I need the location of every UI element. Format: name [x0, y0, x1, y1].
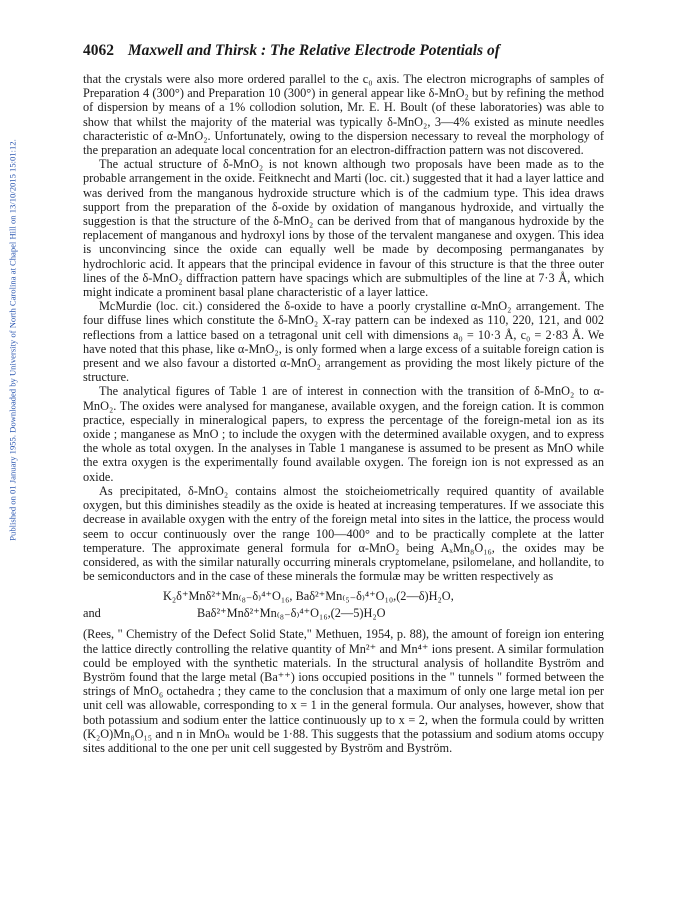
- mineral-formulae: [83, 589, 604, 623]
- paragraph-4: The analytical figures of Table 1 are of interest in connection with the transition of δ-MnO₂ to α-MnO₂. The oxides were analysed for manganese, available oxygen, and the foreign cation. It is common practice, especially in mineralogical papers, to express the percentage of the foreign-metal ion as its oxide ; manganese as MnO ; to include the oxygen with the determined available oxygen, and to express the whole as total oxygen. In the analyses in Table 1 manganese is assumed to be present as MnO while the extra oxygen is the experimentally found available oxygen. The foreign ion is not expressed as an oxide.: [83, 384, 604, 484]
- paragraph-3: McMurdie (loc. cit.) considered the δ-oxide to have a poorly crystalline α-MnO₂ arrangement. The four diffuse lines which constitute the δ-MnO₂ X-ray pattern can be indexed as 110, 220, 121, and 002 reflections from a lattice based on a tetragonal unit cell with dimensions a₀ = 10·3 Å, c₀ = 2·83 Å. We have noted that this phase, like α-MnO₂, is only formed when a large excess of a suitable foreign cation is present and we also favour a distorted α-MnO₂ arrangement as providing the most likely picture of the structure.: [83, 299, 604, 385]
- formula-line-1: [83, 589, 604, 606]
- paragraph-6: (Rees, " Chemistry of the Defect Solid State," Methuen, 1954, p. 88), the amount of foreign ion entering the lattice directly controlling the relative quantity of Mn²⁺ and Mn⁴⁺ ions present. A similar formulation could be employed with the synthetic materials. In the structural analysis of hollandite Byström and Byström found that the large metal (Ba⁺⁺) ions occupied positions in the " tunnels " formed between the strings of MnO₆ octahedra ; they came to the conclusion that a maximum of only one large metal ion per unit cell was allowable, corresponding to x = 1 in the general formula. Our analyses, however, show that both potassium and sodium enter the lattice continuously up to x = 2, when the formula could by written (K₂O)Mn₈O₁₅ and n in MnOₙ would be 1·88. This suggests that the potassium and sodium atoms occupy sites additional to the one per unit cell suggested by Byström and Byström.: [83, 627, 604, 755]
- formula-line-2: [83, 606, 604, 623]
- download-watermark-text: Published on 01 January 1955. Downloaded by University of North Carolina at Chapel Hill on 13/10/2015 15:01:12.: [8, 139, 19, 541]
- running-header: [83, 42, 623, 60]
- formula-cryptomelane-psilomelane: K₂δ⁺Mnδ²⁺Mn₍₈₋δ₎⁴⁺O₁₆, Baδ²⁺Mn₍₅₋δ₎⁴⁺O₁₀,(2—δ)H₂O,: [163, 589, 454, 604]
- paragraph-2: The actual structure of δ-MnO₂ is not known although two proposals have been made as to the probable arrangement in the oxide. Feitknecht and Marti (loc. cit.) suggested that it had a layer lattice and was derived from the manganous hydroxide structure which is of the cadmium type. This idea draws support from the preparation of the δ-oxide by oxidation of manganous hydroxide, and virtually the suggestion is that the structure of the δ-MnO₂ can be derived from that of manganous hydroxide by the replacement of manganous and hydroxyl ions by those of the tervalent manganese and oxygen. This idea is unconvincing since the oxide can equally well be made by decomposing permanganates by hydrochloric acid. It appears that the principal evidence in favour of this structure is that the three outer lines of the δ-MnO₂ diffraction pattern have spacings which are submultiples of the line at 7·3 Å, which might indicate a prominent basal plane characteristic of a layer lattice.: [83, 157, 604, 300]
- page-number: 4062: [83, 42, 114, 59]
- formula-connector: and: [83, 606, 101, 621]
- article-body: [83, 72, 604, 755]
- download-watermark: [0, 60, 26, 620]
- running-title: Maxwell and Thirsk : The Relative Electrode Potentials of: [127, 42, 500, 59]
- paragraph-1: that the crystals were also more ordered parallel to the c₀ axis. The electron micrographs of samples of Preparation 4 (300°) and Preparation 10 (300°) in general appear like δ-MnO₂ but by refining the method of dispersion by means of a 1% collodion solution, Mr. E. H. Boult (of these laboratories) was able to show that whilst the majority of the material was typically δ-MnO₂, 3—4% existed as minute needles characteristic of α-MnO₂. Unfortunately, owing to the dispersion necessary to reveal the morphology of the preparation an adequate local concentration for an electron-diffraction pattern was not discovered.: [83, 72, 604, 158]
- paragraph-5: As precipitated, δ-MnO₂ contains almost the stoicheiometrically required quantity of available oxygen, but this diminishes steadily as the oxide is heated at increasing temperatures. If we associate this decrease in available oxygen with the entry of the foreign metal into sites in the lattice, the process would seem to occur continuously over the range 100—400° and to be practically complete at the latter temperature. The approximate general formula for α-MnO₂ being AₓMn₈O₁₆, the oxides may be considered, as with the similar naturally occurring minerals cryptomelane, psilomelane, and hollandite, to be semiconductors and in the case of these minerals the formulæ may be written respectively as: [83, 483, 604, 584]
- formula-hollandite: Baδ²⁺Mnδ²⁺Mn₍₈₋δ₎⁴⁺O₁₆,(2—5)H₂O: [197, 606, 386, 621]
